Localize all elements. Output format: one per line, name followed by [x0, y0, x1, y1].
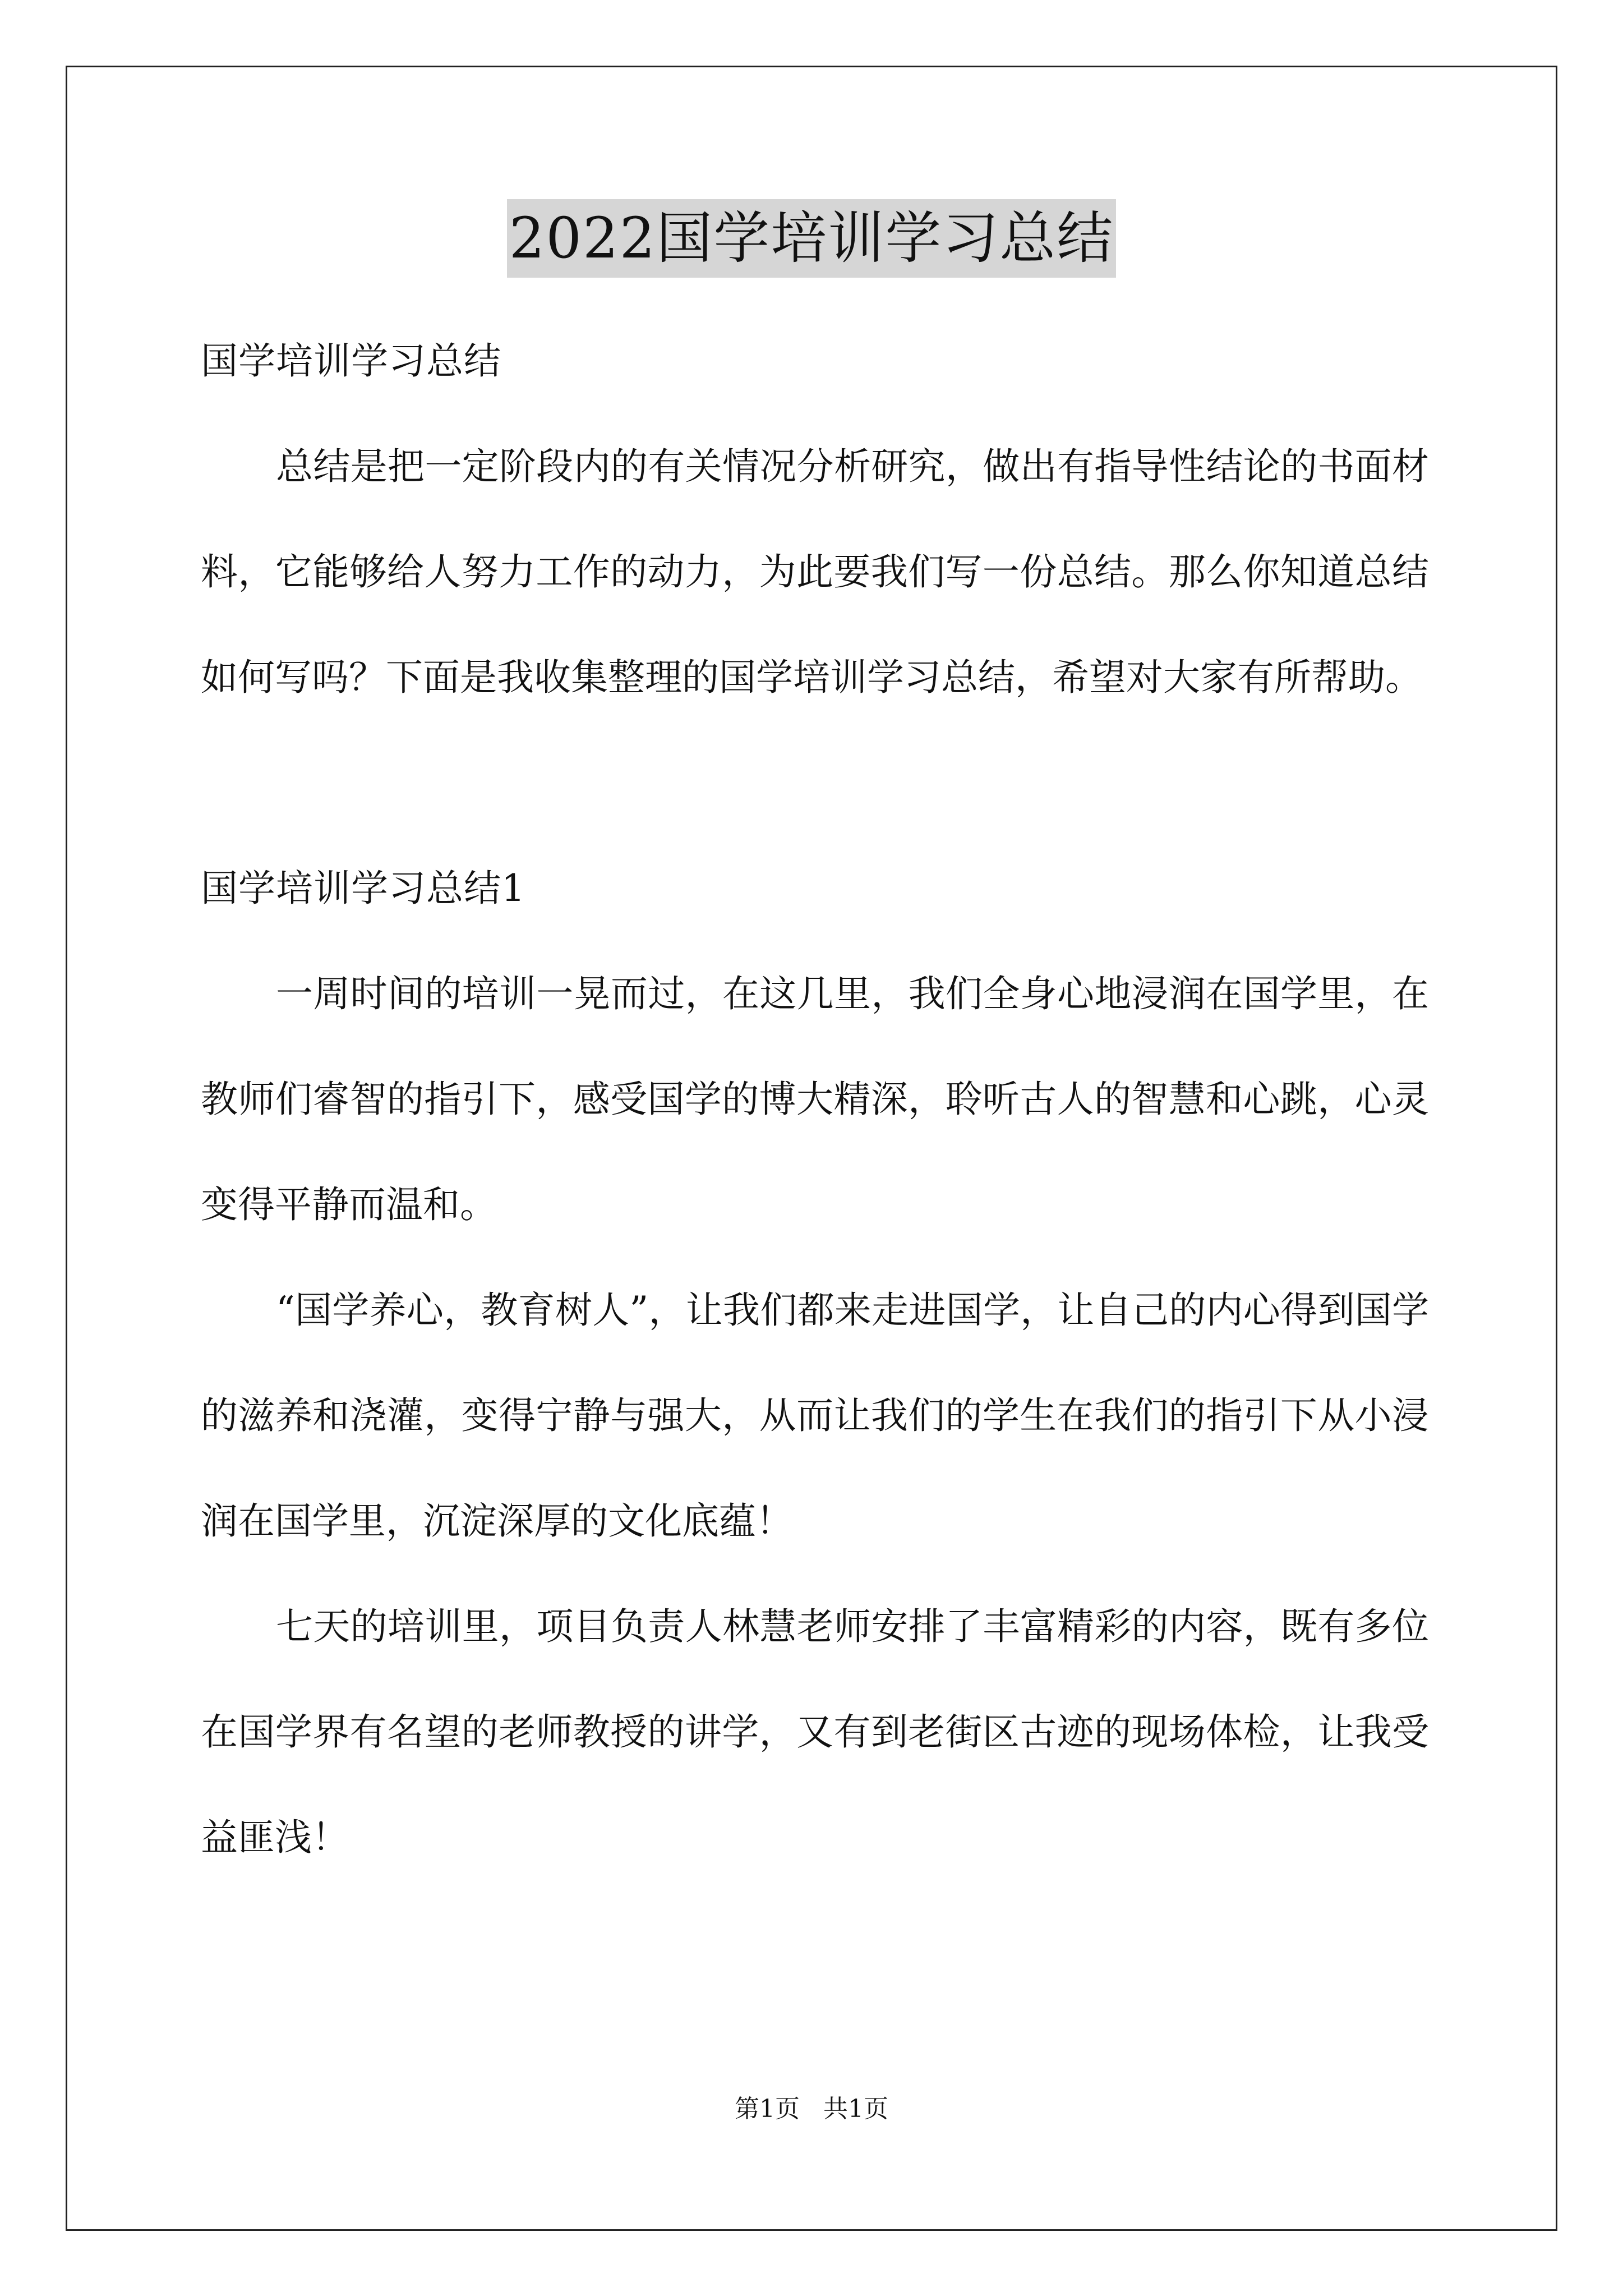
title-area — [0, 199, 1623, 278]
document-body — [201, 309, 1429, 1890]
section1-paragraph-3: 七天的培训里，项目负责人林慧老师安排了丰富精彩的内容，既有多位在国学界有名望的老师教授的讲学，又有到老街区古迹的现场体检，让我受益匪浅！ — [201, 1605, 1429, 1859]
page-number-current: 第1页 — [735, 2095, 800, 2123]
document-title: 2022国学培训学习总结 — [507, 199, 1117, 278]
section1-paragraph-1: 一周时间的培训一晃而过，在这几里，我们全身心地浸润在国学里，在教师们睿智的指引下，感受国学的博大精深，聆听古人的智慧和心跳，心灵变得平静而温和。 — [201, 972, 1429, 1226]
intro-paragraph: 总结是把一定阶段内的有关情况分析研究，做出有指导性结论的书面材料，它能够给人努力工作的动力，为此要我们写一份总结。那么你知道总结如何写吗？下面是我收集整理的国学培训学习总结，希望对大家有所帮助。 — [201, 445, 1429, 699]
section1-heading: 国学培训学习总结1 — [201, 867, 525, 910]
intro-heading: 国学培训学习总结 — [201, 339, 501, 383]
section-spacer — [201, 730, 1429, 836]
page-footer — [0, 2092, 1623, 2126]
section1-paragraph-2: “国学养心，教育树人”，让我们都来走进国学，让自己的内心得到国学的滋养和浇灌，变得宁静与强大，从而让我们的学生在我们的指引下从小浸润在国学里，沉淀深厚的文化底蕴！ — [201, 1289, 1429, 1543]
page-number-total: 共1页 — [823, 2095, 888, 2123]
